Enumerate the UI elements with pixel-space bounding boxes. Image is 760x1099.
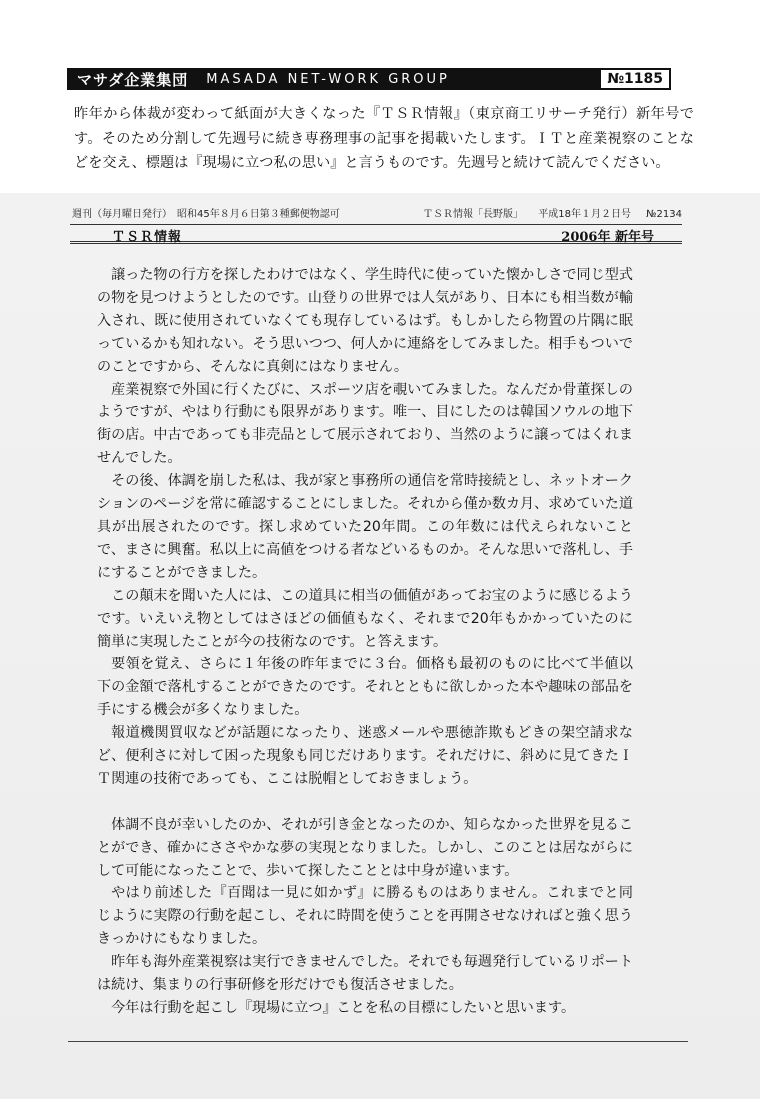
masthead-right	[411, 205, 682, 220]
masthead-number: №2134	[646, 209, 682, 220]
article-paragraph: 昨年も海外産業視察は実行できませんでした。それでも毎週発行しているリポートは続け、集まりの行事研修を形だけでも復活させました。	[97, 954, 633, 994]
article-paragraph: 報道機関買収などが話題になったり、迷惑メールや悪徳詐欺もどきの架空請求など、便利さに対して困った現象も同じだけあります。それだけに、斜めに見てきたＩＴ関連の技術であっても、ここは脱帽としておきましょう。	[97, 725, 633, 787]
article-paragraph: 産業視察で外国に行くたびに、スポーツ店を覗いてみました。なんだか骨董探しのようですが、やはり行動にも限界があります。唯一、目にしたのは韓国ソウルの地下街の店。中古であっても非売品として展示されており、当然のように譲ってはくれませんでした。	[97, 381, 633, 467]
article-paragraph: 今年は行動を起こし『現場に立つ』ことを私の目標にしたいと思います。	[111, 999, 576, 1016]
header-banner	[67, 68, 671, 90]
company-name-en: MASADA NET-WORK GROUP	[198, 70, 601, 88]
issue-title: 2006年 新年号	[561, 230, 654, 245]
section-gap	[97, 791, 633, 814]
article-paragraph: その後、体調を崩した私は、我が家と事務所の通信を常時接続とし、ネットオークションのページを常に確認することにしました。それから僅か数カ月、求めていた道具が出展されたのです。探し求めていた20年間。この年数には代えられないことで、まさに興奮。私以上に高値をつける者などいるものか。そんな思いで落札し、手にすることができました。	[97, 473, 633, 581]
article-paragraph: この顛末を聞いた人には、この道具に相当の価値があってお宝のように感じるようです。いえいえ物としてはさほどの価値もなく、それまで20年もかかっていたのに簡単に実現したことが今の技術なのです。と答えます。	[97, 587, 633, 650]
article-body	[97, 264, 633, 1020]
masthead-left: 週刊（毎月曜日発行） 昭和45年８月６日第３種郵便物認可	[72, 209, 340, 220]
intro-text: 昨年から体裁が変わって紙面が大きくなった『ＴＳＲ情報』（東京商工リサーチ発行）新年号です。そのため分割して先週号に続き専務理事の記事を掲載いたします。ＩＴと産業視察のことなどを交え、標題は『現場に立つ私の思い』と言うものです。先週号と続けて読んでください。	[74, 106, 694, 171]
company-name-jp: マサダ企業集団	[69, 70, 198, 88]
title-rule-top	[70, 224, 682, 225]
masthead-date: 平成18年１月２日号	[538, 209, 631, 220]
paper-title: ＴＳＲ情報	[112, 230, 183, 245]
article-paragraph: 譲った物の行方を探したわけではなく、学生時代に使っていた懐かしさで同じ型式の物を見つけようとしたのです。山登りの世界では人気があり、日本にも相当数が輸入され、既に使用されていなくても現存しているはず。もしかしたら物置の片隅に眠っているかも知れない。そう思いつつ、何人かに連絡をしてみました。相手もついでのことですから、そんなに真剣にはなりません。	[97, 267, 633, 375]
issue-number: №1185	[601, 70, 669, 88]
bottom-rule	[68, 1041, 688, 1042]
newspaper-masthead	[72, 205, 682, 220]
intro-note	[74, 102, 694, 176]
article-paragraph: やはり前述した『百聞は一見に如かず』に勝るものはありません。これまでと同じように実際の行動を起こし、それに時間を使うことを再開させなければと強く思うきっかけにもなりました。	[97, 885, 633, 948]
title-bar	[70, 224, 682, 244]
article-paragraph: 要領を覚え、さらに１年後の昨年までに３台。価格も最初のものに比べて半値以下の金額で落札することができたのです。それとともに欲しかった本や趣味の部品を手にする機会が多くなりました。	[97, 656, 633, 719]
masthead-paper-name: ＴＳＲ情報「長野版」	[423, 209, 524, 220]
article-paragraph: 体調不良が幸いしたのか、それが引き金となったのか、知らなかった世界を見ることができ、確かにささやかな夢の実現となりました。しかし、このことは居ながらにして可能になったことで、歩いて探したこととは中身が違います。	[97, 816, 633, 879]
